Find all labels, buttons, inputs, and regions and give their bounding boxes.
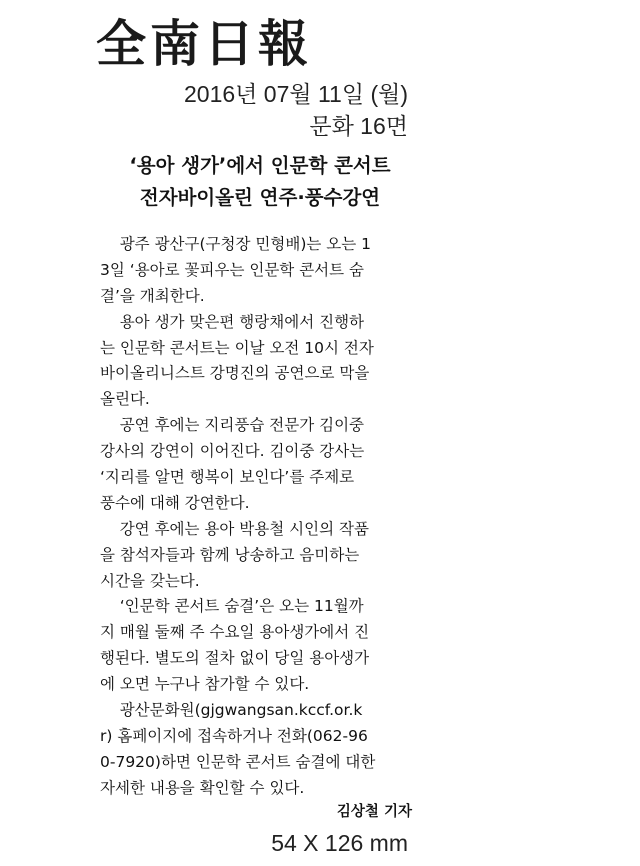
body-line: 광주 광산구(구청장 민형배)는 오는 1	[100, 235, 371, 253]
headline-line: ‘용아 생가’에서 인문학 콘서트	[129, 154, 391, 177]
newspaper-masthead: 全南日報	[96, 14, 312, 73]
clip-size-note: 54 X 126 mm	[271, 830, 408, 856]
body-line: 강연 후에는 용아 박용철 시인의 작품	[100, 519, 369, 538]
body-line: 0-7920)하면 인문학 콘서트 숨결에 대한	[100, 752, 376, 771]
body-line: 을 참석자들과 함께 낭송하고 음미하는	[100, 545, 360, 564]
body-line: ‘인문학 콘서트 숨결’은 오는 11월까	[100, 597, 364, 616]
body-line: 시간을 갖는다.	[100, 571, 200, 590]
body-line: 강사의 강연이 이어진다. 김이중 강사는	[100, 442, 365, 461]
body-line: 광산문화원(gjgwangsan.kccf.or.k	[100, 701, 363, 720]
section-page: 문화 16면	[309, 113, 408, 139]
body-line: 에 오면 누구나 참가할 수 있다.	[100, 675, 310, 694]
article-body	[100, 232, 412, 802]
body-line: 행된다. 별도의 절차 없이 당일 용아생가	[100, 649, 370, 668]
body-line: 는 인문학 콘서트는 이날 오전 10시 전자	[100, 338, 374, 357]
article-headline	[100, 150, 420, 214]
body-line: 바이올리니스트 강명진의 공연으로 막을	[100, 364, 370, 383]
body-line: 결’을 개최한다.	[100, 286, 205, 305]
body-line: 3일 ‘용아로 꽃피우는 인문학 콘서트 숨	[100, 260, 365, 279]
body-line: r) 홈페이지에 접속하거나 전화(062-96	[100, 726, 368, 745]
byline: 김상철 기자	[336, 804, 412, 820]
body-line: 풍수에 대해 강연한다.	[100, 493, 250, 512]
body-line: 지 매월 둘째 주 수요일 용아생가에서 진	[100, 623, 370, 642]
body-line: 공연 후에는 지리풍습 전문가 김이중	[100, 416, 365, 435]
publication-date: 2016년 07월 11일 (월)	[184, 81, 408, 107]
body-line: 올린다.	[100, 390, 150, 409]
headline-line: 전자바이올린 연주·풍수강연	[139, 186, 381, 209]
body-line: 용아 생가 맞은편 행랑채에서 진행하	[100, 312, 365, 331]
body-line: ‘지리를 알면 행복이 보인다’를 주제로	[100, 468, 355, 487]
body-line: 자세한 내용을 확인할 수 있다.	[100, 778, 305, 797]
